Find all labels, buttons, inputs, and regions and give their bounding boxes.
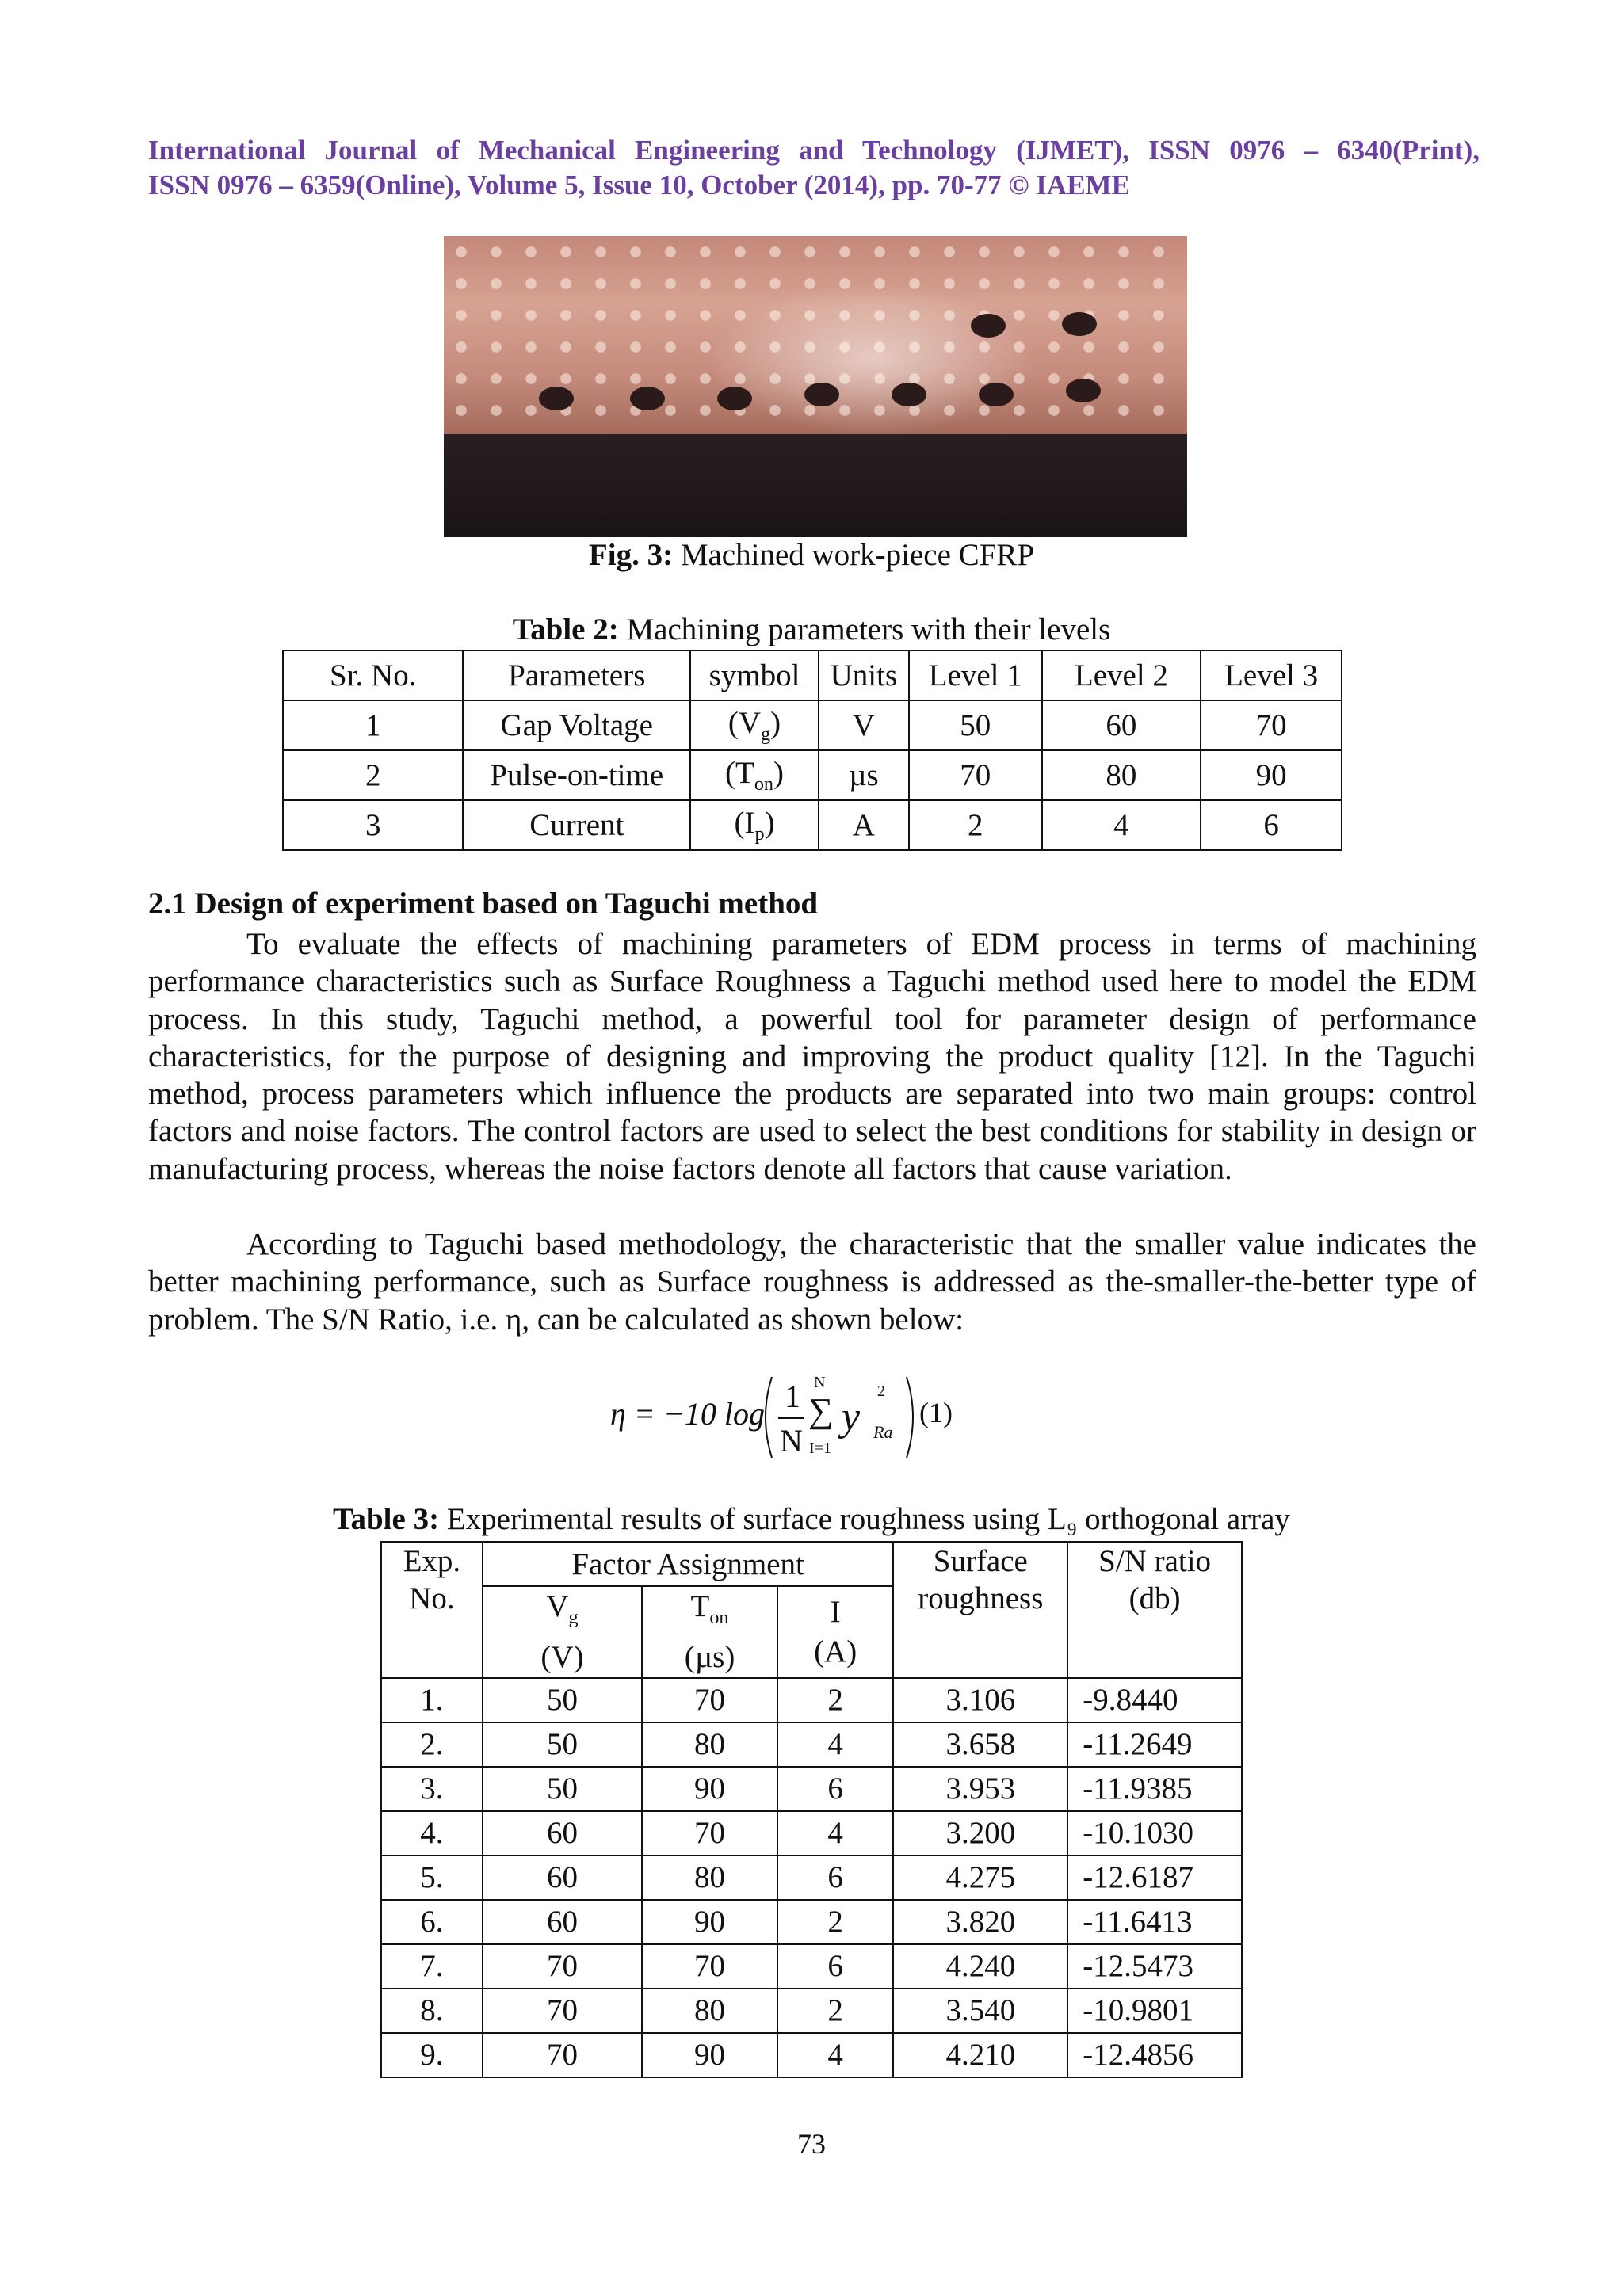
cell: 6 — [777, 1944, 894, 1989]
cell: 5. — [381, 1855, 483, 1900]
sigma-icon: ∑ — [808, 1391, 834, 1430]
equation-number: (1) — [919, 1397, 953, 1428]
table-row — [381, 1989, 1242, 2033]
table2-header: Sr. No. — [283, 650, 463, 700]
cell: 1. — [381, 1678, 483, 1722]
table3-header-factor: Factor Assignment — [483, 1542, 894, 1586]
journal-header-line2: ISSN 0976 – 6359(Online), Volume 5, Issue 10, October (2014), pp. 70-77 © IAEME — [148, 170, 1130, 200]
cell: -11.6413 — [1067, 1900, 1242, 1944]
cell: 1 — [283, 700, 463, 750]
table2-caption — [0, 612, 1623, 648]
cell: 4.275 — [893, 1855, 1067, 1900]
cell: 4.240 — [893, 1944, 1067, 1989]
figure-caption-text: Machined work-piece CFRP — [680, 538, 1035, 572]
paragraph-2-text: According to Taguchi based methodology, the characteristic that the smaller value indicates the better machining performance, such as Surface roughness is addressed as the-smaller-the-better type of problem. The S/N Ratio, i.e. η, can be calculated as shown below: — [148, 1227, 1476, 1337]
cell: -12.4856 — [1067, 2033, 1242, 2077]
table-row — [381, 1767, 1242, 1811]
cell: 70 — [642, 1678, 777, 1722]
cell: µs — [819, 750, 909, 800]
cell: Gap Voltage — [463, 700, 690, 750]
cell: 3.540 — [893, 1989, 1067, 2033]
cell: -11.9385 — [1067, 1767, 1242, 1811]
page-number: 73 — [797, 2128, 826, 2160]
cell: 50 — [483, 1767, 642, 1811]
cell: -12.5473 — [1067, 1944, 1242, 1989]
cell: 8. — [381, 1989, 483, 2033]
table2-label: Table 2: — [512, 612, 619, 646]
table2-caption-text: Machining parameters with their levels — [626, 612, 1111, 646]
cell: 70 — [483, 1989, 642, 2033]
table-3 — [380, 1541, 1243, 2078]
cell: 6 — [777, 1855, 894, 1900]
table2-header-row — [283, 650, 1342, 700]
cell: 9. — [381, 2033, 483, 2077]
cell: 6 — [1201, 800, 1342, 850]
cell: -12.6187 — [1067, 1855, 1242, 1900]
equation-1 — [610, 1367, 991, 1462]
cell: 70 — [909, 750, 1042, 800]
equation-numerator: 1 — [785, 1379, 800, 1414]
table3-header-vg: $V_g$ (V) — [483, 1586, 642, 1678]
cell: -9.8440 — [1067, 1678, 1242, 1722]
table2-header: Units — [819, 650, 909, 700]
cell: 4 — [777, 2033, 894, 2077]
table2-header: Level 1 — [909, 650, 1042, 700]
table-row — [381, 1944, 1242, 1989]
section-heading: 2.1 Design of experiment based on Taguchi method — [148, 887, 819, 921]
cell: 3.820 — [893, 1900, 1067, 1944]
cell: 60 — [483, 1811, 642, 1855]
table3-header-surface: Surface roughness — [893, 1542, 1067, 1678]
table-row — [283, 800, 1342, 850]
cell: 4 — [777, 1722, 894, 1767]
cell: $(I_p)$ — [690, 800, 819, 850]
cell: -10.9801 — [1067, 1989, 1242, 2033]
cell: 90 — [1201, 750, 1342, 800]
table3-header-sn: S/N ratio (db) — [1067, 1542, 1242, 1678]
workpiece-photo — [444, 236, 1187, 537]
cell: 50 — [483, 1678, 642, 1722]
cell: 2 — [777, 1678, 894, 1722]
table-row — [283, 750, 1342, 800]
table3-header-i: I (A) — [777, 1586, 894, 1678]
cell: 70 — [483, 1944, 642, 1989]
cell: -10.1030 — [1067, 1811, 1242, 1855]
cell: 4 — [1042, 800, 1201, 850]
cell: 3 — [283, 800, 463, 850]
cell: $(T_{on})$ — [690, 750, 819, 800]
cell: -11.2649 — [1067, 1722, 1242, 1767]
cell: 60 — [1042, 700, 1201, 750]
table-row — [381, 1722, 1242, 1767]
paragraph-2 — [148, 1226, 1476, 1338]
figure-caption — [0, 537, 1623, 574]
cell: 2 — [777, 1989, 894, 2033]
cell: 3. — [381, 1767, 483, 1811]
cell: 4 — [777, 1811, 894, 1855]
cell: 2 — [777, 1900, 894, 1944]
cell: Current — [463, 800, 690, 850]
cell: 70 — [642, 1811, 777, 1855]
cell: 6 — [777, 1767, 894, 1811]
cell: 70 — [642, 1944, 777, 1989]
equation-exponent: 2 — [877, 1383, 885, 1400]
table-row — [381, 2033, 1242, 2077]
table-row — [283, 700, 1342, 750]
cell: 60 — [483, 1855, 642, 1900]
equation-denominator: N — [780, 1423, 803, 1459]
equation-lhs: η = −10 log — [610, 1396, 765, 1432]
cell: 3.200 — [893, 1811, 1067, 1855]
table2-header: symbol — [690, 650, 819, 700]
table-row — [381, 1678, 1242, 1722]
cell: 50 — [483, 1722, 642, 1767]
cell: 70 — [483, 2033, 642, 2077]
cell: 3.658 — [893, 1722, 1067, 1767]
cell: 90 — [642, 1900, 777, 1944]
journal-header — [148, 133, 1480, 203]
cell: 90 — [642, 2033, 777, 2077]
table-row — [381, 1855, 1242, 1900]
cell: 80 — [642, 1722, 777, 1767]
table3-header-ton: $T_{on}$ (µs) — [642, 1586, 777, 1678]
figure-label: Fig. 3: — [588, 538, 674, 572]
journal-header-line1: International Journal of Mechanical Engineering and Technology (IJMET), ISSN 0976 – 6340(Print), — [148, 135, 1480, 166]
cell: 80 — [642, 1855, 777, 1900]
cell: 2 — [909, 800, 1042, 850]
cell: 2. — [381, 1722, 483, 1767]
table3-caption — [0, 1501, 1623, 1538]
cell: 80 — [642, 1989, 777, 2033]
table-row — [381, 1900, 1242, 1944]
cell: 50 — [909, 700, 1042, 750]
cell: 4.210 — [893, 2033, 1067, 2077]
table2-header: Level 2 — [1042, 650, 1201, 700]
table-2 — [282, 650, 1342, 851]
cell: 2 — [283, 750, 463, 800]
cell: 3.953 — [893, 1767, 1067, 1811]
cell: 60 — [483, 1900, 642, 1944]
table2-header: Parameters — [463, 650, 690, 700]
cell: 70 — [1201, 700, 1342, 750]
table-row — [381, 1811, 1242, 1855]
table2-header: Level 3 — [1201, 650, 1342, 700]
cell: 90 — [642, 1767, 777, 1811]
cell: 3.106 — [893, 1678, 1067, 1722]
cell: Pulse-on-time — [463, 750, 690, 800]
table3-label: Table 3: — [333, 1502, 440, 1536]
cell: 4. — [381, 1811, 483, 1855]
table3-header-row — [381, 1542, 1242, 1586]
equation-sum-top: N — [814, 1374, 826, 1391]
cell: V — [819, 700, 909, 750]
cell: $(V_g)$ — [690, 700, 819, 750]
table3-caption-text: Experimental results of surface roughness using L₉ orthogonal array — [446, 1502, 1290, 1536]
cell: 7. — [381, 1944, 483, 1989]
table3-header-exp: Exp. No. — [381, 1542, 483, 1678]
equation-sum-bottom: I=1 — [809, 1440, 831, 1457]
paragraph-1-text: To evaluate the effects of machining parameters of EDM process in terms of machining performance characteristics such as Surface Roughness a Taguchi method used here to model the EDM process. In this study, Taguchi method, a powerful tool for parameter design of performance characteristics, for the purpose of designing and improving the product quality [12]. In the Taguchi method, process parameters which influence the products are separated into two main groups: control factors and noise factors. The control factors are used to select the best conditions for stability in design or manufacturing process, whereas the noise factors denote all factors that cause variation. — [148, 927, 1476, 1186]
equation-subscript: Ra — [873, 1422, 893, 1442]
cell: A — [819, 800, 909, 850]
equation-variable: y — [842, 1394, 861, 1440]
cell: 80 — [1042, 750, 1201, 800]
cell: 6. — [381, 1900, 483, 1944]
paragraph-1 — [148, 925, 1476, 1188]
